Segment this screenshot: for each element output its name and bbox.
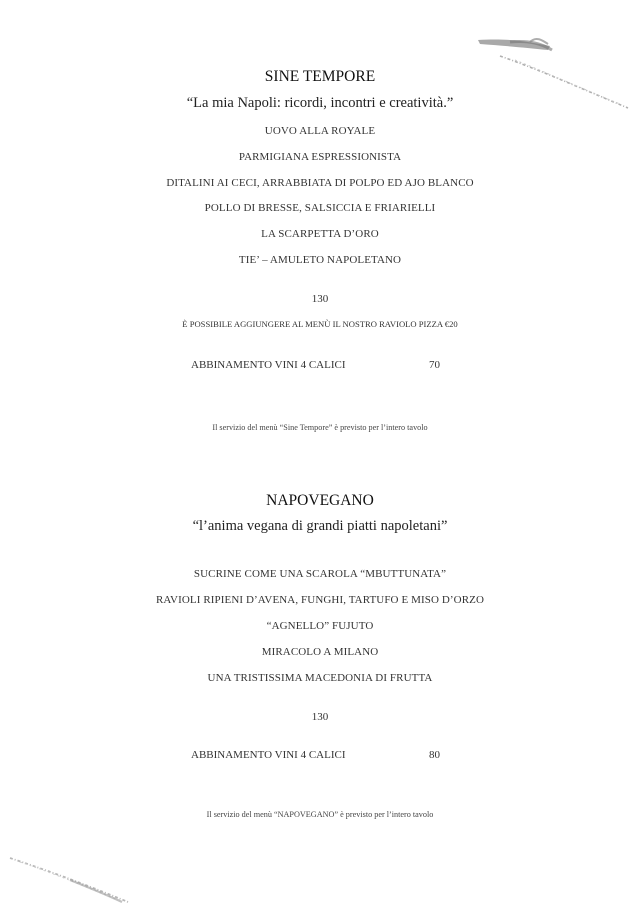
sine-tempore-dish: UOVO ALLA ROYALE (264, 125, 376, 137)
sine-tempore-price: 130 (311, 293, 329, 305)
napovegano-service-note: Il servizio del menù “NAPOVEGANO” è previsto per l’intero tavolo (206, 810, 434, 819)
sine-tempore-dish: LA SCARPETTA D’ORO (261, 228, 379, 240)
sine-tempore-pairing-label: ABBINAMENTO VINI 4 CALICI (191, 359, 346, 371)
napovegano-title: NAPOVEGANO (266, 492, 374, 509)
sine-tempore-service-note: Il servizio del menù “Sine Tempore” è previsto per l’intero tavolo (212, 423, 428, 432)
napovegano-dish: RAVIOLI RIPIENI D’AVENA, FUNGHI, TARTUFO E MISO D’ORZO (155, 594, 485, 606)
napovegano-dish: UNA TRISTISSIMA MACEDONIA DI FRUTTA (207, 672, 433, 684)
sine-tempore-pairing-price: 70 (429, 359, 440, 371)
napovegano-dish: SUCRINE COME UNA SCAROLA “MBUTTUNATA” (193, 568, 447, 580)
sine-tempore-subtitle: “La mia Napoli: ricordi, incontri e creatività.” (186, 95, 454, 111)
napovegano-pairing-label: ABBINAMENTO VINI 4 CALICI (191, 749, 346, 761)
napovegano-pairing-price: 80 (429, 749, 440, 761)
napovegano-subtitle: “l’anima vegana di grandi piatti napoletani” (192, 518, 448, 534)
brush-stroke-bottom-left-icon (0, 850, 140, 905)
napovegano-price: 130 (311, 711, 329, 723)
sine-tempore-title: SINE TEMPORE (264, 68, 376, 85)
sine-tempore-dish: DITALINI AI CECI, ARRABBIATA DI POLPO ED AJO BLANCO (166, 177, 474, 189)
sine-tempore-dish: PARMIGIANA ESPRESSIONISTA (238, 151, 402, 163)
sine-tempore-dish: POLLO DI BRESSE, SALSICCIA E FRIARIELLI (204, 202, 436, 214)
napovegano-dish: “AGNELLO” FUJUTO (266, 620, 374, 632)
sine-tempore-addon-note: È POSSIBILE AGGIUNGERE AL MENÙ IL NOSTRO RAVIOLO PIZZA €20 (182, 319, 458, 329)
sine-tempore-dish: TIE’ – AMULETO NAPOLETANO (238, 254, 402, 266)
napovegano-dish: MIRACOLO A MILANO (261, 646, 379, 658)
